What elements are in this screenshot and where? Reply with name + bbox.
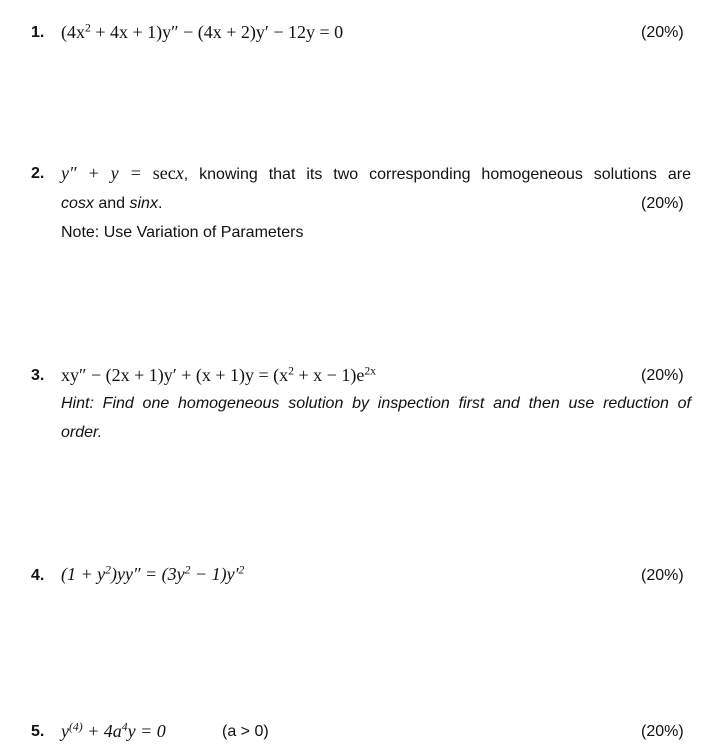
problem-2-solutions: cosx and sinx. (61, 195, 163, 212)
problem-weight: (20%) (641, 367, 684, 384)
problem-1-equation: $(4x^2 + 4x + 1)y'' - (4x + 2)y' - 12y = 0$ (61, 21, 344, 42)
problem-2-note: Note: Use Variation of Parameters (61, 224, 304, 241)
problem-number: 4. (31, 567, 45, 584)
problem-5-equation: $y^{(4)} + 4a^4y = 0$ (61, 720, 166, 741)
problem-3-hint-line2: order. (61, 424, 103, 441)
problem-weight: (20%) (641, 567, 684, 584)
problem-number: 5. (31, 723, 45, 740)
problem-4-equation: $(1 + y^2)yy'' = (3y^2 - 1)y'^2$ (61, 563, 245, 584)
problem-number: 2. (31, 165, 45, 182)
problem-weight: (20%) (641, 24, 684, 41)
problem-number: 3. (31, 367, 45, 384)
problem-2-statement: y″ + y = secx, knowing that its two corresponding homogeneous solutions are (61, 163, 691, 183)
problem-5-condition: (a > 0) (222, 723, 269, 740)
problem-2-equation: y″ + y = secx (61, 163, 184, 183)
problem-number: 1. (31, 24, 45, 41)
problem-weight: (20%) (641, 723, 684, 740)
problem-weight: (20%) (641, 195, 684, 212)
problem-3-equation: $xy'' - (2x + 1)y' + (x + 1)y = (x^2 + x - 1)e^{2x}$ (61, 364, 376, 385)
problem-3-hint-line1: Hint: Find one homogeneous solution by inspection first and then use reduction of (61, 395, 691, 412)
